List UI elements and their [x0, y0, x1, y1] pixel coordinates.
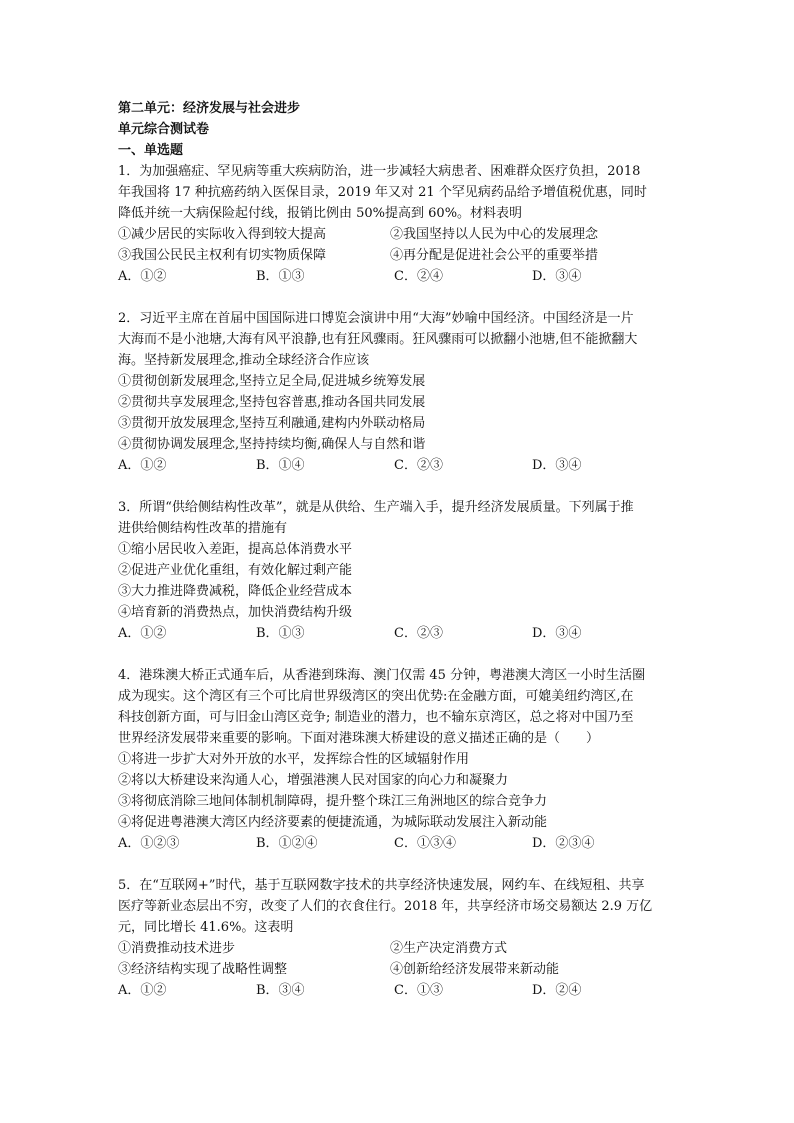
option-row: [118, 245, 683, 266]
test-title: 单元综合测试卷: [118, 122, 210, 137]
stem-line: 元，同比增长 41.6%。这表明: [118, 920, 294, 935]
option-item: ④创新给经济发展带来新动能: [390, 962, 560, 977]
spacer: [118, 644, 683, 665]
answer-choice-c[interactable]: C．①③④: [394, 836, 456, 851]
option-item: ④将促进粤港澳大湾区内经济要素的便捷流通，为城际联动发展注入新动能: [118, 815, 548, 830]
answer-choice-d[interactable]: D．③④: [532, 269, 582, 284]
option-item: ②贯彻共享发展理念,坚持包容普惠,推动各国共同发展: [118, 395, 426, 410]
stem-line: 3．所谓“供给侧结构性改革”，就是从供给、生产端入手，提升经济发展质量。下列属于推: [118, 500, 634, 515]
option-item: ③大力推进降费减税，降低企业经营成本: [118, 584, 353, 599]
option-row: [118, 938, 683, 959]
question-stem: [118, 497, 683, 539]
answer-choice-d[interactable]: D．③④: [532, 458, 582, 473]
option-item: ②促进产业优化重组，有效化解过剩产能: [118, 563, 353, 578]
answer-choices: [118, 623, 683, 644]
spacer: [118, 287, 683, 308]
question-stem: [118, 665, 683, 749]
answer-choice-a[interactable]: A．①②③: [118, 836, 180, 851]
stem-line: 科技创新方面，可与旧金山湾区竞争; 制造业的潜力，也不输东京湾区，总之将对中国乃至: [118, 710, 634, 725]
question-stem: [118, 161, 683, 224]
stem-line: 成为现实。这个湾区有三个可比肩世界级湾区的突出优势:在金融方面，可媲美纽约湾区,在: [118, 689, 634, 704]
stem-line: 医疗等新业态层出不穷，改变了人们的衣食住行。2018 年，共享经济市场交易额达 2.9 万亿: [118, 899, 653, 914]
answer-choice-b[interactable]: B．①③: [256, 269, 305, 284]
answer-choice-a[interactable]: A．①②: [118, 458, 167, 473]
option-item: ①将进一步扩大对外开放的水平，发挥综合性的区域辐射作用: [118, 752, 470, 767]
option-item: ①缩小居民收入差距，提高总体消费水平: [118, 542, 353, 557]
answer-choice-c[interactable]: C．②④: [394, 269, 443, 284]
answer-choices: [118, 266, 683, 287]
stem-line: 2．习近平主席在首届中国国际进口博览会演讲中用“大海”妙喻中国经济。中国经济是一片: [118, 311, 634, 326]
answer-choice-a[interactable]: A．①②: [118, 983, 167, 998]
answer-choice-d[interactable]: D．②④: [532, 983, 582, 998]
option-row: [118, 224, 683, 245]
stem-line: 大海而不是小池塘,大海有风平浪静,也有狂风骤雨。狂风骤雨可以掀翻小池塘,但不能掀翻大: [118, 332, 638, 347]
answer-choice-d[interactable]: D．③④: [532, 626, 582, 641]
option-item: ②将以大桥建设来沟通人心，增强港澳人民对国家的向心力和凝聚力: [118, 773, 509, 788]
answer-choice-b[interactable]: B．①③: [256, 626, 305, 641]
question-3: [118, 497, 683, 644]
answer-choice-c[interactable]: C．②③: [394, 626, 443, 641]
stem-line: 降低并统一大病保险起付线，报销比例由 50%提高到 60%。材料表明: [118, 206, 523, 221]
stem-line: 世界经济发展带来重要的影响。下面对港珠澳大桥建设的意义描述正确的是（ ）: [118, 731, 600, 746]
option-item: ③贯彻开放发展理念,坚持互利融通,建构内外联动格局: [118, 416, 426, 431]
answer-choice-b[interactable]: B．③④: [256, 983, 305, 998]
option-item: ①消费推动技术进步: [118, 941, 236, 956]
spacer: [118, 476, 683, 497]
answer-choices: [118, 980, 683, 1001]
option-item: ②生产决定消费方式: [390, 941, 508, 956]
stem-line: 5．在“互联网+”时代，基于互联网数字技术的共享经济快速发展，网约车、在线短租、共享: [118, 878, 645, 893]
option-item: ③将彻底消除三地间体制机制障碍，提升整个珠江三角洲地区的综合竞争力: [118, 794, 548, 809]
option-item: ④贯彻协调发展理念,坚持持续均衡,确保人与自然和谐: [118, 437, 426, 452]
stem-line: 进供给侧结构性改革的措施有: [118, 521, 288, 536]
option-row: [118, 959, 683, 980]
option-item: ①贯彻创新发展理念,坚持立足全局,促进城乡统筹发展: [118, 374, 426, 389]
option-item: ④培育新的消费热点，加快消费结构升级: [118, 605, 353, 620]
answer-choice-a[interactable]: A．①②: [118, 626, 167, 641]
spacer: [118, 854, 683, 875]
option-item: ①减少居民的实际收入得到较大提高: [118, 227, 327, 242]
answer-choice-c[interactable]: C．①③: [394, 983, 443, 998]
option-item: ③我国公民民主权利有切实物质保障: [118, 248, 327, 263]
question-stem: [118, 875, 683, 938]
section-title: 一、单选题: [118, 143, 184, 158]
question-stem: [118, 308, 683, 371]
answer-choice-a[interactable]: A．①②: [118, 269, 167, 284]
option-item: ②我国坚持以人民为中心的发展理念: [390, 227, 599, 242]
question-1: [118, 161, 683, 287]
stem-line: 海。坚持新发展理念,推动全球经济合作应该: [118, 353, 370, 368]
option-item: ③经济结构实现了战略性调整: [118, 962, 288, 977]
question-2: [118, 308, 683, 476]
option-item: ④再分配是促进社会公平的重要举措: [390, 248, 599, 263]
answer-choices: [118, 833, 683, 854]
answer-choice-c[interactable]: C．②③: [394, 458, 443, 473]
stem-line: 4．港珠澳大桥正式通车后，从香港到珠海、澳门仅需 45 分钟，粤港澳大湾区一小时生活圈: [118, 668, 646, 683]
stem-line: 1．为加强癌症、罕见病等重大疾病防治，进一步减轻大病患者、困难群众医疗负担，2018: [118, 164, 641, 179]
question-4: [118, 665, 683, 854]
stem-line: 年我国将 17 种抗癌药纳入医保目录，2019 年又对 21 个罕见病药品给予增值税优惠，同时: [118, 185, 647, 200]
answer-choice-d[interactable]: D．②③④: [532, 836, 595, 851]
answer-choice-b[interactable]: B．①②④: [256, 836, 318, 851]
answer-choice-b[interactable]: B．①④: [256, 458, 305, 473]
question-5: [118, 875, 683, 1001]
unit-title: 第二单元：经济发展与社会进步: [118, 101, 301, 116]
document-content: [118, 98, 683, 1001]
answer-choices: [118, 455, 683, 476]
